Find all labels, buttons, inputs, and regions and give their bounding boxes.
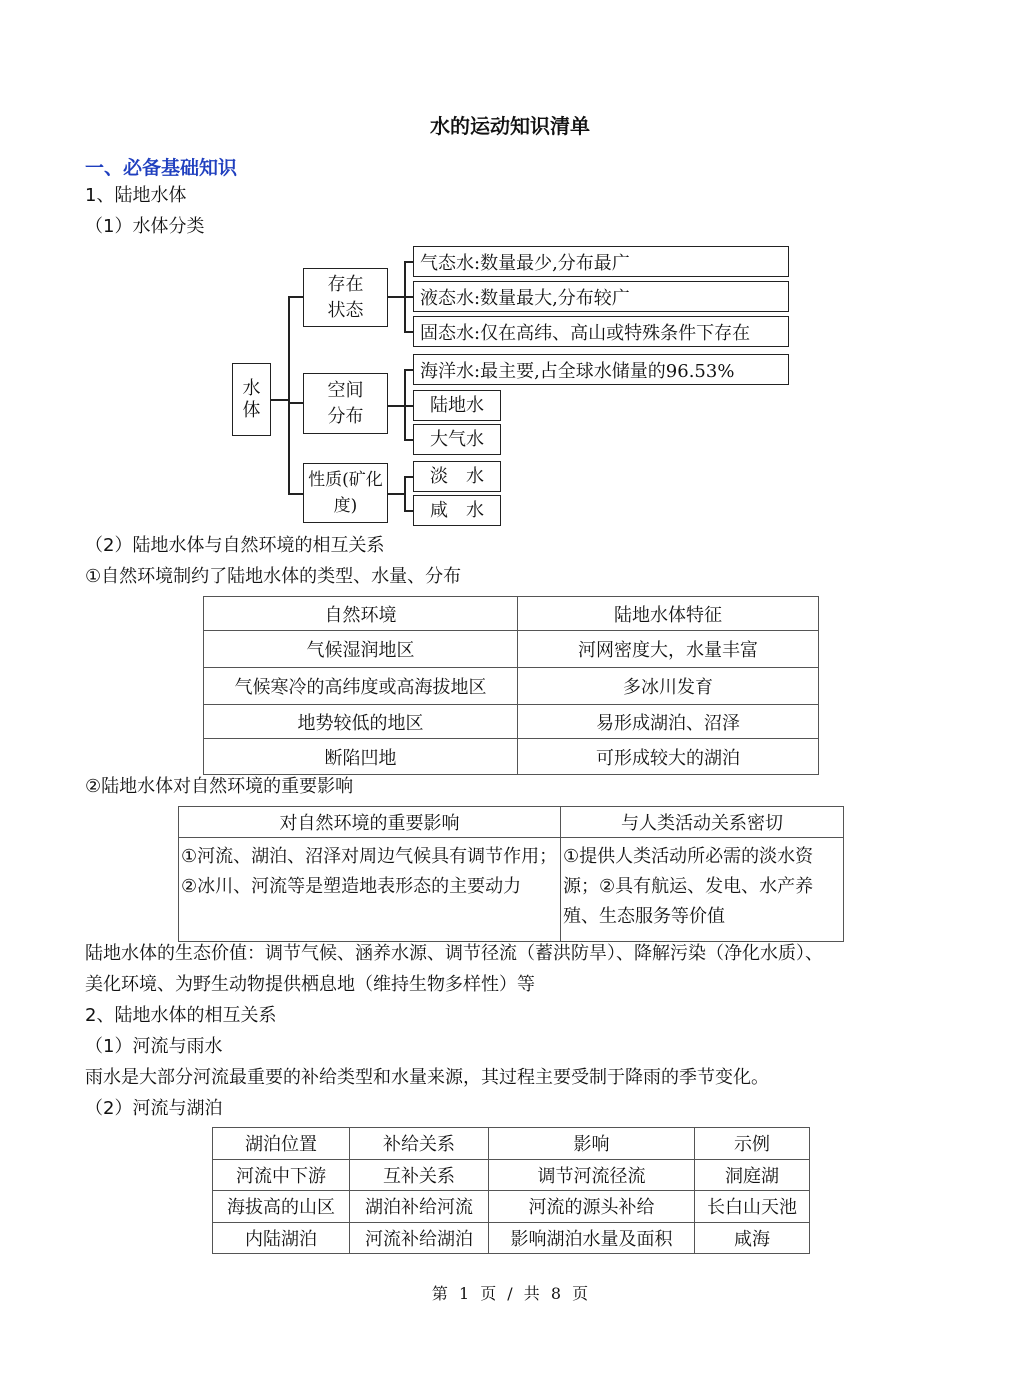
group-label: 存在状态 — [327, 273, 364, 321]
table-cell: 内陆湖泊 — [213, 1222, 350, 1254]
table-cell: ①河流、湖泊、沼泽对周边气候具有调节作用；②冰川、河流等是塑造地表形态的主要动力 — [179, 838, 561, 942]
table-row — [213, 1222, 810, 1254]
diagram-leaf: 大气水 — [413, 424, 501, 455]
impact-table — [178, 806, 844, 942]
group-label: 空间分布 — [327, 379, 364, 427]
table-header: 与人类活动关系密切 — [561, 807, 844, 838]
table-cell: 气候寒冷的高纬度或高海拔地区 — [204, 668, 518, 705]
table-cell: 易形成湖泊、沼泽 — [518, 705, 819, 739]
diagram-leaf: 液态水:数量最大,分布较广 — [413, 281, 789, 312]
table-header: 示例 — [695, 1128, 810, 1160]
subheading-mutual: 2、陆地水体的相互关系 — [85, 1005, 277, 1026]
environment-table — [203, 596, 819, 775]
table-header: 自然环境 — [204, 597, 518, 631]
table-cell: ①提供人类活动所必需的淡水资源；②具有航运、发电、水产养殖、生态服务等价值 — [561, 838, 844, 942]
diagram-root-label: 水体 — [242, 377, 261, 421]
point-1: ①自然环境制约了陆地水体的类型、水量、分布 — [85, 566, 462, 587]
page-title: 水的运动知识清单 — [430, 114, 590, 138]
table-cell: 地势较低的地区 — [204, 705, 518, 739]
table-cell: 互补关系 — [350, 1159, 489, 1191]
table-cell: 影响湖泊水量及面积 — [489, 1222, 695, 1254]
table-cell: 河流补给湖泊 — [350, 1222, 489, 1254]
table-row — [213, 1191, 810, 1223]
table-row — [213, 1159, 810, 1191]
table-header-row — [213, 1128, 810, 1160]
table-row — [204, 668, 819, 705]
table-cell: 河流的源头补给 — [489, 1191, 695, 1223]
eco-value-text-cont: 美化环境、为野生动物提供栖息地（维持生物多样性）等 — [85, 974, 535, 995]
diagram-leaf: 陆地水 — [413, 390, 501, 421]
table-cell: 气候湿润地区 — [204, 631, 518, 668]
subheading-river-rain: （1）河流与雨水 — [85, 1036, 223, 1057]
table-header: 补给关系 — [350, 1128, 489, 1160]
table-cell: 海拔高的山区 — [213, 1191, 350, 1223]
subheading-classification: （1）水体分类 — [85, 216, 205, 237]
diagram-leaf: 固态水:仅在高纬、高山或特殊条件下存在 — [413, 316, 789, 347]
diagram-leaf: 淡 水 — [413, 461, 501, 492]
section-heading: 一、必备基础知识 — [85, 157, 238, 179]
diagram-leaf: 气态水:数量最少,分布最广 — [413, 246, 789, 277]
diagram-group-distribution — [303, 373, 388, 434]
diagram-group-state — [303, 268, 388, 327]
subheading-land-water: 1、陆地水体 — [85, 185, 187, 206]
table-cell: 河网密度大，水量丰富 — [518, 631, 819, 668]
rain-text: 雨水是大部分河流最重要的补给类型和水量来源，其过程主要受制于降雨的季节变化。 — [85, 1067, 769, 1088]
table-header-row — [204, 597, 819, 631]
diagram-leaf: 海洋水:最主要,占全球水储量的96.53% — [413, 354, 789, 385]
table-cell: 可形成较大的湖泊 — [518, 739, 819, 775]
diagram-group-property — [303, 463, 388, 523]
eco-value-text: 陆地水体的生态价值：调节气候、涵养水源、调节径流（蓄洪防旱）、降解污染（净化水质）、 — [85, 943, 823, 964]
group-label: 性质(矿化度) — [308, 470, 383, 516]
table-header: 陆地水体特征 — [518, 597, 819, 631]
subheading-river-lake: （2）河流与湖泊 — [85, 1098, 223, 1119]
table-cell: 多冰川发育 — [518, 668, 819, 705]
diagram-leaf: 咸 水 — [413, 495, 501, 526]
table-row — [204, 739, 819, 775]
table-row — [204, 631, 819, 668]
page-number: 第 1 页 / 共 8 页 — [431, 1284, 589, 1303]
table-cell: 咸海 — [695, 1222, 810, 1254]
table-cell: 湖泊补给河流 — [350, 1191, 489, 1223]
table-cell: 长白山天池 — [695, 1191, 810, 1223]
table-header: 影响 — [489, 1128, 695, 1160]
table-header: 湖泊位置 — [213, 1128, 350, 1160]
table-cell: 洞庭湖 — [695, 1159, 810, 1191]
subheading-relationship: （2）陆地水体与自然环境的相互关系 — [85, 535, 385, 556]
point-2: ②陆地水体对自然环境的重要影响 — [85, 776, 354, 797]
table-cell: 断陷凹地 — [204, 739, 518, 775]
river-lake-table — [212, 1127, 810, 1254]
table-row — [204, 705, 819, 739]
table-header: 对自然环境的重要影响 — [179, 807, 561, 838]
table-cell: 河流中下游 — [213, 1159, 350, 1191]
diagram-root-box — [232, 363, 271, 436]
table-cell: 调节河流径流 — [489, 1159, 695, 1191]
